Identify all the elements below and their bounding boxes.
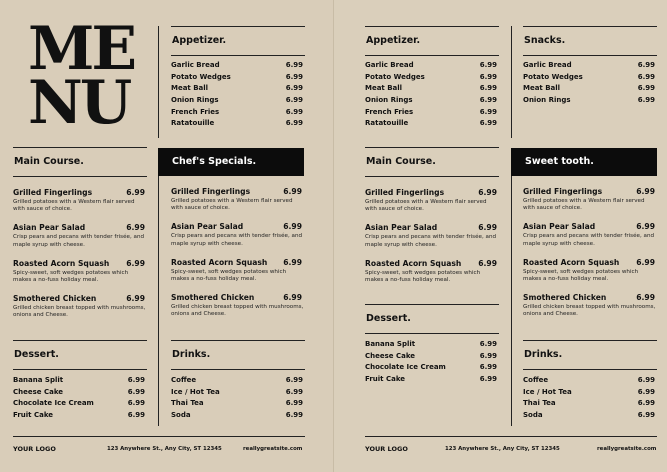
menu-item-price: 6.99 [285,107,303,116]
menu-item [13,258,147,284]
menu-item [365,258,499,284]
menu-item-name: Onion Rings [171,96,219,105]
footer-divider [365,436,657,437]
menu-item-name: Smothered Chicken [171,293,255,303]
sweet-tooth-section [511,148,657,328]
menu-item-name: Smothered Chicken [13,294,97,304]
menu-item [171,83,305,95]
menu-item-name: Coffee [523,376,549,384]
menu-item-price: 6.99 [636,293,655,303]
menu-item [171,95,305,107]
menu-item [365,362,499,374]
menu-item-price: 6.99 [283,257,302,267]
menu-item-price: 6.99 [285,411,303,420]
menu-item-price: 6.99 [126,188,145,197]
menu-item-name: Smothered Chicken [523,293,607,303]
menu-item-price: 6.99 [479,363,497,372]
menu-item-name: Banana Split [13,376,64,384]
menu-item-name: Potato Wedges [171,72,231,81]
menu-item-price: 6.99 [283,187,302,196]
menu-item-price: 6.99 [126,258,145,268]
section-title: Appetizer. [172,35,227,46]
menu-item-price: 6.99 [637,61,655,69]
section-title: Main Course. [366,156,436,167]
menu-item-price: 6.99 [478,223,497,233]
divider [365,333,499,334]
menu-page-left [0,0,333,472]
menu-item-price: 6.99 [479,84,497,93]
footer-logo: YOUR LOGO [13,445,56,453]
menu-item-description: Spicy-sweet, soft wedges potatoes which makes a no-fuss holiday meal. [365,269,481,284]
menu-item-price: 6.99 [285,61,303,69]
menu-item-price: 6.99 [479,96,497,105]
menu-item-name: Grilled Fingerlings [365,188,445,197]
menu-item-name: Banana Split [365,340,416,348]
menu-item [171,221,304,247]
footer-address: 123 Anywhere St., Any City, ST 12345 [445,446,560,452]
menu-item-price: 6.99 [636,257,655,267]
divider [171,369,305,370]
menu-item-price: 6.99 [126,223,145,233]
menu-item [365,83,499,95]
menu-item-name: Soda [523,411,543,420]
menu-item-name: Meat Ball [171,84,209,93]
menu-item-name: Chocolate Ice Cream [13,399,94,408]
divider [523,55,657,56]
section-title: Dessert. [14,349,59,360]
footer-divider [13,436,305,437]
menu-item-price: 6.99 [479,61,497,69]
menu-item-price: 6.99 [127,387,145,396]
menu-item [365,95,499,107]
drinks-section [523,340,657,422]
menu-item-name: Grilled Fingerlings [13,188,93,197]
menu-item [365,118,499,130]
footer-website: reallygreatsite.com [243,446,303,452]
section-title: Drinks. [524,349,563,360]
menu-item [171,387,305,399]
menu-item-description: Crisp pears and pecans with tender frisée, and maple syrup with cheese. [13,234,145,248]
menu-item [365,60,499,72]
menu-title-line-2: NU [28,68,130,138]
section-title: Sweet tooth. [511,148,657,176]
menu-item-name: Onion Rings [365,96,413,105]
dessert-section [365,304,499,386]
menu-item-price: 6.99 [285,96,303,105]
divider [13,369,147,370]
menu-item-name: Meat Ball [365,84,403,93]
menu-item [365,72,499,84]
section-title: Drinks. [172,349,211,360]
section-title: Dessert. [366,313,411,324]
menu-item [523,221,657,247]
menu-item-name: Meat Ball [523,84,561,93]
menu-title [28,14,138,138]
menu-item-name: Roasted Acorn Squash [365,258,462,268]
menu-item [171,72,305,84]
menu-item [171,292,304,318]
menu-item-price: 6.99 [479,351,497,360]
menu-item-name: French Fries [365,107,414,116]
menu-title-line-1: ME [28,14,135,84]
menu-item-price: 6.99 [285,376,303,384]
menu-item-description: Grilled chicken breast topped with mushrooms, onions and Cheese. [171,304,304,318]
divider [13,176,147,177]
main-course-section [13,147,147,329]
footer-logo: YOUR LOGO [365,445,408,453]
menu-item-price: 6.99 [637,387,655,396]
menu-item-price: 6.99 [637,96,655,105]
menu-item [523,95,657,107]
menu-item-name: Roasted Acorn Squash [13,258,110,268]
menu-item-description: Grilled chicken breast topped with mushrooms, onions and Cheese. [13,305,146,319]
menu-item-description: Crisp pears and pecans with tender frisée, and maple syrup with cheese. [523,233,655,247]
menu-item-name: Chocolate Ice Cream [365,363,446,372]
menu-item [171,410,305,422]
menu-item [523,375,657,387]
menu-item-price: 6.99 [127,376,145,384]
menu-item [365,351,499,363]
section-title: Appetizer. [366,35,421,46]
menu-item-description: Crisp pears and pecans with tender frisée, and maple syrup with cheese. [171,233,303,247]
divider [523,369,657,370]
menu-item-price: 6.99 [637,84,655,93]
menu-item [13,187,147,213]
menu-item-price: 6.99 [478,188,497,197]
menu-item-price: 6.99 [283,222,302,232]
menu-item-name: Coffee [171,376,197,384]
snacks-section [523,26,657,107]
menu-item-name: Asian Pear Salad [523,222,596,232]
menu-item [171,375,305,387]
menu-item-name: Soda [171,411,191,420]
menu-item-name: French Fries [171,107,220,116]
menu-item-name: Cheese Cake [13,387,64,396]
menu-item [523,410,657,422]
menu-item-description: Crisp pears and pecans with tender frisée, and maple syrup with cheese. [365,234,497,248]
column-divider [511,26,512,138]
menu-item-price: 6.99 [126,294,145,304]
menu-item-name: Fruit Cake [13,411,54,420]
menu-item [13,410,147,422]
menu-item [171,257,304,283]
menu-item [171,398,305,410]
menu-item-name: Garlic Bread [523,61,572,69]
menu-item-name: Onion Rings [523,96,571,105]
menu-item [523,398,657,410]
menu-item-name: Fruit Cake [365,375,406,384]
menu-item-name: Thai Tea [171,399,204,408]
menu-item-price: 6.99 [637,411,655,420]
menu-item-name: Roasted Acorn Squash [523,257,620,267]
menu-item-name: Potato Wedges [523,72,583,81]
menu-item [13,387,147,399]
menu-item-price: 6.99 [285,72,303,81]
menu-item-name: Garlic Bread [365,61,414,69]
menu-item-name: Thai Tea [523,399,556,408]
menu-item [523,186,657,212]
menu-item-price: 6.99 [637,72,655,81]
menu-item [523,257,657,283]
menu-item [365,339,499,351]
menu-item-price: 6.99 [127,411,145,420]
menu-item-description: Spicy-sweet, soft wedges potatoes which makes a no-fuss holiday meal. [523,268,639,283]
menu-item-price: 6.99 [636,187,655,196]
menu-item [523,292,657,318]
menu-item [365,374,499,386]
menu-item-name: Roasted Acorn Squash [171,257,268,267]
section-title: Main Course. [14,156,84,167]
menu-item-price: 6.99 [285,84,303,93]
menu-item-price: 6.99 [479,107,497,116]
menu-item-name: Cheese Cake [365,351,416,360]
menu-item-price: 6.99 [636,222,655,232]
menu-item-description: Grilled chicken breast topped with mushrooms, onions and Cheese. [523,304,656,318]
menu-item [523,60,657,72]
menu-item [171,107,305,119]
menu-item-price: 6.99 [479,375,497,384]
dessert-section [13,340,147,422]
menu-item-price: 6.99 [479,119,497,128]
menu-item [365,187,499,213]
menu-item-price: 6.99 [479,340,497,348]
menu-item-description: Grilled potatoes with a Western flair served with sauce of choice. [13,199,135,213]
section-title: Chef's Specials. [158,148,304,176]
menu-item-price: 6.99 [283,293,302,303]
menu-item [365,222,499,248]
menu-item-price: 6.99 [127,399,145,408]
divider [171,55,305,56]
menu-item-description: Spicy-sweet, soft wedges potatoes which makes a no-fuss holiday meal. [171,268,287,283]
menu-item-description: Spicy-sweet, soft wedges potatoes which makes a no-fuss holiday meal. [13,269,129,284]
appetizer-section [365,26,499,130]
menu-item-name: Grilled Fingerlings [523,187,603,196]
main-course-section [365,147,499,293]
menu-item-description: Grilled potatoes with a Western flair served with sauce of choice. [171,198,293,212]
menu-item-price: 6.99 [479,72,497,81]
menu-item [171,186,304,212]
menu-item-description: Grilled potatoes with a Western flair served with sauce of choice. [523,198,645,212]
menu-item-price: 6.99 [637,376,655,384]
menu-item-description: Grilled potatoes with a Western flair served with sauce of choice. [365,199,487,213]
footer-website: reallygreatsite.com [597,446,657,452]
menu-item-name: Asian Pear Salad [171,222,244,232]
footer-address: 123 Anywhere St., Any City, ST 12345 [107,446,222,452]
drinks-section [171,340,305,422]
menu-item [523,387,657,399]
menu-item-name: Grilled Fingerlings [171,187,251,196]
column-divider [158,26,159,138]
menu-item-name: Asian Pear Salad [13,223,86,233]
menu-item-price: 6.99 [637,399,655,408]
menu-item-name: Ice / Hot Tea [523,387,572,396]
menu-item [13,293,147,319]
menu-item [171,60,305,72]
menu-item-name: Ratatouille [171,119,215,128]
menu-item-name: Asian Pear Salad [365,223,438,233]
menu-item [171,118,305,130]
chefs-specials-section [158,148,304,328]
menu-item-name: Ice / Hot Tea [171,387,220,396]
menu-item-name: Ratatouille [365,119,409,128]
menu-item-price: 6.99 [285,399,303,408]
menu-item [13,398,147,410]
menu-item [523,72,657,84]
menu-page-right [334,0,667,472]
menu-item [365,107,499,119]
menu-item [523,83,657,95]
menu-item-name: Garlic Bread [171,61,220,69]
divider [365,55,499,56]
divider [365,176,499,177]
menu-item-price: 6.99 [478,258,497,268]
appetizer-section [171,26,305,130]
menu-item [13,222,147,248]
menu-item-price: 6.99 [285,119,303,128]
menu-item [13,375,147,387]
menu-item-name: Potato Wedges [365,72,425,81]
section-title: Snacks. [524,35,566,46]
menu-item-price: 6.99 [285,387,303,396]
